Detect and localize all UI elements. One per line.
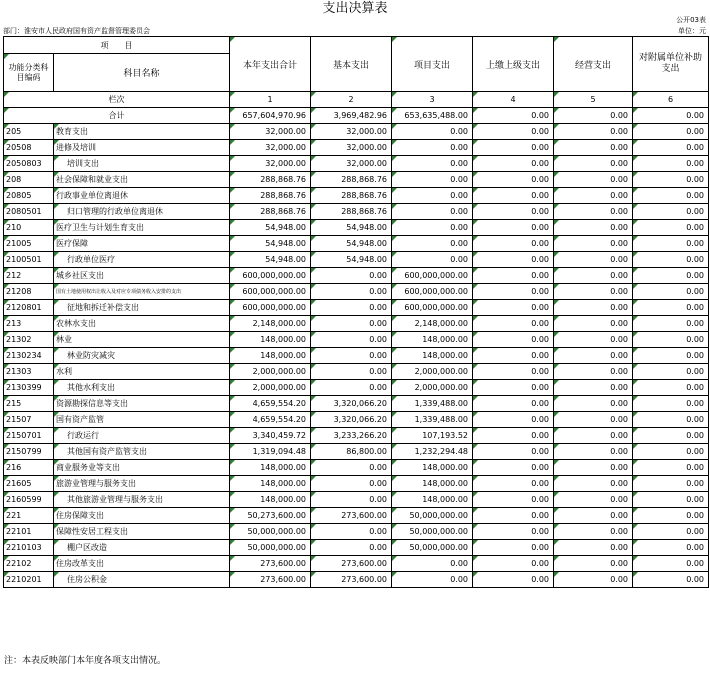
row-code: 208 [4,172,54,188]
row-value-4: 0.00 [473,364,554,380]
row-value-6: 0.00 [633,508,709,524]
row-subject-name: 住房改革支出 [54,556,230,572]
header-func-class: 功能分类科目编码 [4,54,54,92]
row-value-3: 600,000,000.00 [392,284,473,300]
row-subject-name: 城乡社区支出 [54,268,230,284]
row-value-1: 148,000.00 [230,476,311,492]
row-value-5: 0.00 [554,268,633,284]
total-value-6: 0.00 [633,108,709,124]
row-value-4: 0.00 [473,188,554,204]
row-value-6: 0.00 [633,444,709,460]
row-value-3: 2,000,000.00 [392,364,473,380]
row-value-4: 0.00 [473,476,554,492]
row-value-3: 107,193.52 [392,428,473,444]
row-value-1: 50,273,600.00 [230,508,311,524]
row-code: 2130399 [4,380,54,396]
row-subject-name: 商业服务业等支出 [54,460,230,476]
total-value-3: 653,635,488.00 [392,108,473,124]
row-value-2: 0.00 [311,332,392,348]
row-value-3: 148,000.00 [392,476,473,492]
row-value-3: 1,232,294.48 [392,444,473,460]
row-value-1: 288,868.76 [230,204,311,220]
index-col-3: 3 [392,92,473,108]
row-code: 2100501 [4,252,54,268]
row-value-5: 0.00 [554,460,633,476]
header-project: 项 目 [4,37,230,54]
index-col-5: 5 [554,92,633,108]
footnote: 注：本表反映部门本年度各项支出情况。 [4,656,167,666]
row-subject-name: 林业 [54,332,230,348]
total-label: 合计 [4,108,230,124]
index-col-1: 1 [230,92,311,108]
row-value-1: 600,000,000.00 [230,268,311,284]
row-value-1: 54,948.00 [230,220,311,236]
row-value-3: 148,000.00 [392,332,473,348]
row-value-6: 0.00 [633,412,709,428]
row-subject-name: 行政运行 [54,428,230,444]
row-value-3: 148,000.00 [392,492,473,508]
total-value-1: 657,604,970.96 [230,108,311,124]
row-value-3: 0.00 [392,140,473,156]
row-value-4: 0.00 [473,556,554,572]
row-value-5: 0.00 [554,284,633,300]
row-value-6: 0.00 [633,524,709,540]
row-value-6: 0.00 [633,284,709,300]
index-row [4,92,709,108]
row-value-1: 32,000.00 [230,124,311,140]
row-value-3: 50,000,000.00 [392,508,473,524]
table-row [4,460,709,476]
row-subject-name: 其他旅游业管理与服务支出 [54,492,230,508]
row-code: 2210103 [4,540,54,556]
row-value-6: 0.00 [633,540,709,556]
row-subject-name: 住房公积金 [54,572,230,588]
department-label: 部门：淮安市人民政府国有资产监督管理委员会 [3,27,150,35]
row-value-3: 2,000,000.00 [392,380,473,396]
row-value-6: 0.00 [633,316,709,332]
table-body [4,92,709,588]
table-row [4,236,709,252]
row-value-2: 86,800.00 [311,444,392,460]
table-row [4,124,709,140]
row-value-5: 0.00 [554,252,633,268]
table-row [4,300,709,316]
row-value-4: 0.00 [473,140,554,156]
row-value-5: 0.00 [554,348,633,364]
row-value-1: 50,000,000.00 [230,524,311,540]
row-value-6: 0.00 [633,572,709,588]
row-value-6: 0.00 [633,300,709,316]
table-row [4,380,709,396]
table-row [4,172,709,188]
row-subject-name: 住房保障支出 [54,508,230,524]
row-value-1: 32,000.00 [230,156,311,172]
table-row [4,412,709,428]
row-value-3: 2,148,000.00 [392,316,473,332]
row-code: 2150701 [4,428,54,444]
row-value-4: 0.00 [473,460,554,476]
row-value-1: 2,148,000.00 [230,316,311,332]
expenditure-table [3,36,709,588]
row-value-2: 0.00 [311,540,392,556]
row-value-1: 2,000,000.00 [230,364,311,380]
row-subject-name: 林业防灾减灾 [54,348,230,364]
row-value-2: 288,868.76 [311,172,392,188]
row-value-4: 0.00 [473,220,554,236]
row-subject-name: 进修及培训 [54,140,230,156]
total-value-4: 0.00 [473,108,554,124]
row-subject-name: 社会保障和就业支出 [54,172,230,188]
row-value-6: 0.00 [633,204,709,220]
row-value-6: 0.00 [633,492,709,508]
row-code: 21208 [4,284,54,300]
row-value-3: 0.00 [392,124,473,140]
row-value-4: 0.00 [473,316,554,332]
row-value-4: 0.00 [473,380,554,396]
row-value-4: 0.00 [473,348,554,364]
row-value-2: 32,000.00 [311,140,392,156]
row-value-5: 0.00 [554,124,633,140]
row-value-3: 0.00 [392,188,473,204]
row-code: 213 [4,316,54,332]
row-subject-name: 农林水支出 [54,316,230,332]
row-value-2: 0.00 [311,300,392,316]
row-value-1: 148,000.00 [230,492,311,508]
row-subject-name: 保障性安居工程支出 [54,524,230,540]
row-code: 216 [4,460,54,476]
row-value-4: 0.00 [473,204,554,220]
row-value-5: 0.00 [554,300,633,316]
table-row [4,140,709,156]
row-value-6: 0.00 [633,556,709,572]
header-row-project [4,37,709,54]
row-value-3: 0.00 [392,172,473,188]
row-value-6: 0.00 [633,124,709,140]
index-col-6: 6 [633,92,709,108]
row-value-2: 3,233,266.20 [311,428,392,444]
row-value-4: 0.00 [473,396,554,412]
row-code: 2120801 [4,300,54,316]
table-row [4,396,709,412]
row-value-5: 0.00 [554,204,633,220]
row-value-2: 0.00 [311,492,392,508]
row-value-5: 0.00 [554,412,633,428]
table-row [4,508,709,524]
row-value-3: 0.00 [392,252,473,268]
row-value-2: 0.00 [311,460,392,476]
row-value-6: 0.00 [633,460,709,476]
table-row [4,188,709,204]
row-value-5: 0.00 [554,140,633,156]
row-value-3: 50,000,000.00 [392,540,473,556]
row-code: 2150799 [4,444,54,460]
row-code: 20508 [4,140,54,156]
row-value-3: 0.00 [392,204,473,220]
row-value-5: 0.00 [554,540,633,556]
table-row [4,204,709,220]
row-value-2: 288,868.76 [311,188,392,204]
row-value-4: 0.00 [473,252,554,268]
row-value-6: 0.00 [633,364,709,380]
row-value-3: 148,000.00 [392,348,473,364]
row-value-4: 0.00 [473,284,554,300]
row-code: 22102 [4,556,54,572]
row-code: 20805 [4,188,54,204]
row-code: 2160599 [4,492,54,508]
row-value-5: 0.00 [554,396,633,412]
total-value-5: 0.00 [554,108,633,124]
row-value-4: 0.00 [473,172,554,188]
table-row [4,268,709,284]
row-value-5: 0.00 [554,364,633,380]
row-value-2: 0.00 [311,268,392,284]
row-value-2: 0.00 [311,476,392,492]
row-subject-name: 医疗卫生与计划生育支出 [54,220,230,236]
row-value-1: 600,000,000.00 [230,284,311,300]
unit-label: 单位：元 [678,27,706,35]
row-value-4: 0.00 [473,524,554,540]
row-code: 210 [4,220,54,236]
table-row [4,284,709,300]
row-value-2: 54,948.00 [311,252,392,268]
row-code: 21005 [4,236,54,252]
row-value-2: 0.00 [311,348,392,364]
page-title: 支出决算表 [322,1,388,16]
row-value-1: 2,000,000.00 [230,380,311,396]
row-value-1: 148,000.00 [230,332,311,348]
row-value-2: 54,948.00 [311,220,392,236]
table-row [4,252,709,268]
row-value-6: 0.00 [633,428,709,444]
row-value-6: 0.00 [633,188,709,204]
row-code: 21303 [4,364,54,380]
row-value-5: 0.00 [554,572,633,588]
row-value-3: 600,000,000.00 [392,268,473,284]
table-row [4,572,709,588]
row-value-5: 0.00 [554,332,633,348]
row-code: 215 [4,396,54,412]
row-value-2: 273,600.00 [311,556,392,572]
header-basic: 基本支出 [311,37,392,92]
row-value-4: 0.00 [473,492,554,508]
row-value-4: 0.00 [473,124,554,140]
row-code: 212 [4,268,54,284]
row-value-1: 50,000,000.00 [230,540,311,556]
row-value-1: 273,600.00 [230,556,311,572]
row-value-5: 0.00 [554,492,633,508]
row-subject-name: 国有资产监管 [54,412,230,428]
row-value-3: 50,000,000.00 [392,524,473,540]
row-value-5: 0.00 [554,188,633,204]
row-subject-name: 医疗保障 [54,236,230,252]
row-value-2: 0.00 [311,380,392,396]
row-value-2: 0.00 [311,364,392,380]
index-label: 栏次 [4,92,230,108]
row-code: 205 [4,124,54,140]
row-value-2: 54,948.00 [311,236,392,252]
table-row [4,476,709,492]
index-col-4: 4 [473,92,554,108]
row-code: 2050803 [4,156,54,172]
table-row [4,444,709,460]
row-value-5: 0.00 [554,524,633,540]
row-code: 21605 [4,476,54,492]
row-value-1: 148,000.00 [230,348,311,364]
row-value-2: 273,600.00 [311,572,392,588]
row-subject-name: 其他国有资产监管支出 [54,444,230,460]
row-subject-name: 培训支出 [54,156,230,172]
row-value-4: 0.00 [473,412,554,428]
row-value-4: 0.00 [473,236,554,252]
row-value-3: 0.00 [392,556,473,572]
row-subject-name: 资源勘探信息等支出 [54,396,230,412]
table-row [4,220,709,236]
row-value-2: 288,868.76 [311,204,392,220]
row-value-6: 0.00 [633,348,709,364]
row-value-6: 0.00 [633,140,709,156]
row-value-2: 0.00 [311,524,392,540]
row-value-5: 0.00 [554,172,633,188]
row-value-4: 0.00 [473,300,554,316]
row-subject-name: 行政事业单位离退休 [54,188,230,204]
row-value-6: 0.00 [633,396,709,412]
row-value-1: 32,000.00 [230,140,311,156]
row-subject-name: 其他水利支出 [54,380,230,396]
row-value-4: 0.00 [473,268,554,284]
row-code: 21302 [4,332,54,348]
row-value-6: 0.00 [633,220,709,236]
row-value-2: 32,000.00 [311,124,392,140]
row-value-3: 600,000,000.00 [392,300,473,316]
row-value-6: 0.00 [633,268,709,284]
table-row [4,492,709,508]
table-row [4,316,709,332]
row-code: 221 [4,508,54,524]
row-value-1: 4,659,554.20 [230,412,311,428]
row-value-1: 600,000,000.00 [230,300,311,316]
row-value-6: 0.00 [633,172,709,188]
header-business: 经营支出 [554,37,633,92]
row-value-3: 1,339,488.00 [392,396,473,412]
row-subject-name: 行政单位医疗 [54,252,230,268]
row-value-5: 0.00 [554,428,633,444]
row-value-4: 0.00 [473,156,554,172]
row-value-4: 0.00 [473,508,554,524]
row-value-5: 0.00 [554,380,633,396]
row-value-1: 54,948.00 [230,236,311,252]
row-value-5: 0.00 [554,476,633,492]
row-value-2: 0.00 [311,284,392,300]
table-row [4,364,709,380]
row-code: 2080501 [4,204,54,220]
row-value-3: 0.00 [392,236,473,252]
row-value-2: 32,000.00 [311,156,392,172]
row-value-2: 273,600.00 [311,508,392,524]
row-value-6: 0.00 [633,236,709,252]
row-value-2: 3,320,066.20 [311,412,392,428]
row-code: 2210201 [4,572,54,588]
row-code: 22101 [4,524,54,540]
table-row [4,156,709,172]
header-project-expenditure: 项目支出 [392,37,473,92]
table-row [4,348,709,364]
header-total: 本年支出合计 [230,37,311,92]
row-value-1: 273,600.00 [230,572,311,588]
row-value-4: 0.00 [473,332,554,348]
total-value-2: 3,969,482.96 [311,108,392,124]
row-subject-name: 归口管理的行政单位离退休 [54,204,230,220]
row-value-3: 148,000.00 [392,460,473,476]
table-row [4,332,709,348]
header-subsidy: 对附属单位补助支出 [633,37,709,92]
row-subject-name: 征地和拆迁补偿支出 [54,300,230,316]
row-value-5: 0.00 [554,316,633,332]
row-value-5: 0.00 [554,220,633,236]
row-value-1: 288,868.76 [230,172,311,188]
row-value-4: 0.00 [473,444,554,460]
row-value-1: 1,319,094.48 [230,444,311,460]
row-value-2: 0.00 [311,316,392,332]
table-row [4,540,709,556]
row-value-3: 1,339,488.00 [392,412,473,428]
row-subject-name: 旅游业管理与服务支出 [54,476,230,492]
row-value-3: 0.00 [392,156,473,172]
form-code: 公开03表 [676,16,706,24]
row-value-3: 0.00 [392,220,473,236]
row-value-4: 0.00 [473,572,554,588]
row-value-1: 4,659,554.20 [230,396,311,412]
row-value-5: 0.00 [554,508,633,524]
table-row [4,556,709,572]
index-col-2: 2 [311,92,392,108]
total-row [4,108,709,124]
row-value-5: 0.00 [554,156,633,172]
table-row [4,428,709,444]
header-upper-payment: 上缴上级支出 [473,37,554,92]
row-value-5: 0.00 [554,556,633,572]
row-value-1: 54,948.00 [230,252,311,268]
row-value-6: 0.00 [633,380,709,396]
row-subject-name: 国有土地使用权出让收入及对应专项债务收入安排的支出 [54,284,230,300]
row-value-6: 0.00 [633,252,709,268]
row-value-6: 0.00 [633,156,709,172]
table-row [4,524,709,540]
row-value-5: 0.00 [554,236,633,252]
row-value-4: 0.00 [473,540,554,556]
row-subject-name: 水利 [54,364,230,380]
row-value-3: 0.00 [392,572,473,588]
row-code: 21507 [4,412,54,428]
row-value-1: 148,000.00 [230,460,311,476]
row-code: 2130234 [4,348,54,364]
row-subject-name: 教育支出 [54,124,230,140]
row-value-4: 0.00 [473,428,554,444]
row-value-6: 0.00 [633,332,709,348]
row-subject-name: 棚户区改造 [54,540,230,556]
row-value-1: 288,868.76 [230,188,311,204]
row-value-2: 3,320,066.20 [311,396,392,412]
header-subject-name: 科目名称 [54,54,230,92]
row-value-6: 0.00 [633,476,709,492]
row-value-5: 0.00 [554,444,633,460]
row-value-1: 3,340,459.72 [230,428,311,444]
